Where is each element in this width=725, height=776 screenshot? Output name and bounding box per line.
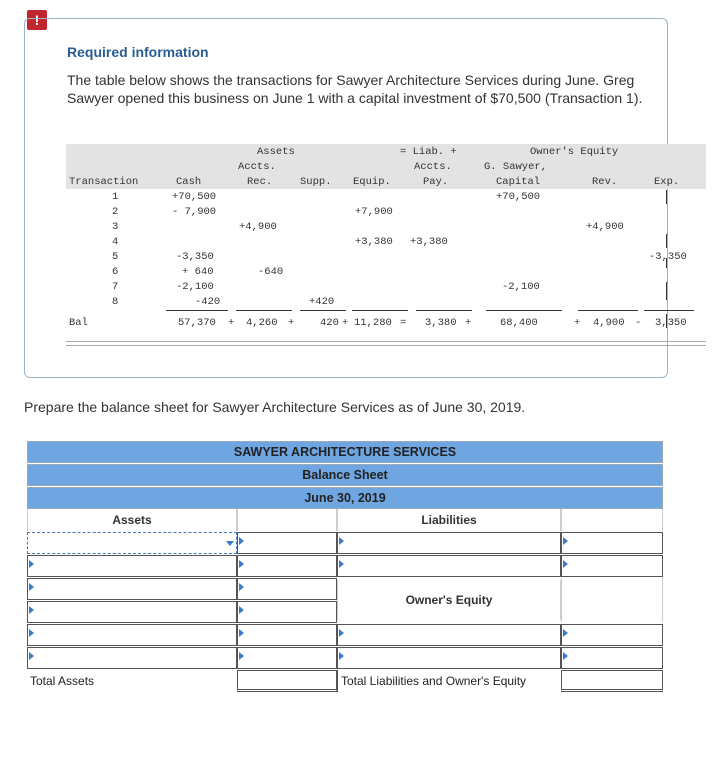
- exp-underline: [644, 310, 694, 311]
- triangle-marker-icon: [29, 583, 34, 591]
- assets-heading-blank: [237, 509, 337, 531]
- equity-amount-input-1[interactable]: [561, 624, 663, 646]
- row-7-cash: -2,100: [176, 281, 214, 293]
- header-transaction: Transaction: [69, 176, 139, 188]
- row-3-rev: +4,900: [586, 221, 624, 233]
- equity-account-select-1[interactable]: [337, 624, 561, 646]
- liabilities-heading: Liabilities: [337, 509, 561, 531]
- row-2-num: 2: [112, 206, 119, 218]
- row-8-cash: -420: [195, 296, 221, 308]
- bs-heading-row: [27, 509, 663, 531]
- triangle-marker-icon: [239, 560, 244, 568]
- equity-amount-input-2[interactable]: [561, 647, 663, 669]
- row-6-num: 6: [112, 266, 119, 278]
- asset-amount-input-1[interactable]: [237, 532, 337, 554]
- liability-amount-input-1[interactable]: [561, 532, 663, 554]
- header-owners-equity: Owner's Equity: [530, 146, 619, 158]
- equip-underline: [352, 310, 408, 311]
- balance-equals: =: [400, 317, 407, 329]
- row-2-cash: - 7,900: [172, 206, 217, 218]
- triangle-marker-icon: [29, 629, 34, 637]
- asset-account-select-2[interactable]: [27, 555, 237, 577]
- equity-account-select-2[interactable]: [337, 647, 561, 669]
- bs-total-row: [27, 670, 663, 692]
- triangle-marker-icon: [29, 652, 34, 660]
- triangle-marker-icon: [29, 606, 34, 614]
- liability-account-select-1[interactable]: [337, 532, 561, 554]
- exp-guide-2: [666, 234, 667, 248]
- balance-supp: 420: [320, 317, 339, 329]
- row-4-pay: +3,380: [410, 236, 448, 248]
- bs-row: [27, 624, 663, 646]
- row-5-exp: -3,350: [649, 251, 687, 263]
- row-4-num: 4: [112, 236, 119, 248]
- rec-underline: [236, 310, 292, 311]
- row-7-num: 7: [112, 281, 119, 293]
- triangle-marker-icon: [563, 629, 568, 637]
- triangle-marker-icon: [563, 537, 568, 545]
- triangle-marker-icon: [339, 629, 344, 637]
- header-capital: Capital: [496, 176, 541, 188]
- exp-guide-4: [666, 282, 667, 300]
- row-8-supp: +420: [309, 296, 335, 308]
- balance-plus-1: +: [228, 317, 235, 329]
- triangle-marker-icon: [339, 652, 344, 660]
- balance-equip: 11,280: [354, 317, 392, 329]
- row-6-rec: -640: [258, 266, 284, 278]
- liability-account-select-2[interactable]: [337, 555, 561, 577]
- row-5-cash: -3,350: [176, 251, 214, 263]
- asset-amount-input-5[interactable]: [237, 624, 337, 646]
- asset-account-select-1[interactable]: [27, 532, 237, 554]
- asset-account-select-6[interactable]: [27, 647, 237, 669]
- balance-plus-4: +: [465, 317, 472, 329]
- balance-rec: 4,260: [246, 317, 278, 329]
- row-1-num: 1: [112, 191, 119, 203]
- row-6-cash: + 640: [182, 266, 214, 278]
- balance-cash: 57,370: [178, 317, 216, 329]
- pay-underline: [416, 310, 472, 311]
- row-3-num: 3: [112, 221, 119, 233]
- balance-plus-3: +: [342, 317, 349, 329]
- triangle-marker-icon: [239, 583, 244, 591]
- row-2-equip: +7,900: [355, 206, 393, 218]
- liability-amount-input-2[interactable]: [561, 555, 663, 577]
- asset-account-select-5[interactable]: [27, 624, 237, 646]
- asset-account-select-3[interactable]: [27, 578, 237, 600]
- total-assets-input[interactable]: [237, 670, 337, 692]
- row-4-equip: +3,380: [355, 236, 393, 248]
- prepare-instruction: Prepare the balance sheet for Sawyer Architecture Services as of June 30, 2019.: [24, 399, 526, 415]
- bs-row: [27, 647, 663, 669]
- row-1-cash: +70,500: [172, 191, 217, 203]
- header-assets: Assets: [257, 146, 295, 158]
- info-title: Required information: [67, 44, 209, 60]
- row-8-num: 8: [112, 296, 119, 308]
- row-3-rec: +4,900: [239, 221, 277, 233]
- assets-heading: Assets: [27, 509, 237, 531]
- supp-underline: [300, 310, 346, 311]
- triangle-marker-icon: [339, 560, 344, 568]
- balance-exp: 3,350: [655, 317, 687, 329]
- header-supp: Supp.: [300, 176, 332, 188]
- triangle-marker-icon: [239, 606, 244, 614]
- triangle-marker-icon: [563, 560, 568, 568]
- header-exp: Exp.: [654, 176, 680, 188]
- triangle-marker-icon: [239, 537, 244, 545]
- balance-minus: -: [635, 317, 642, 329]
- chevron-down-icon: [226, 541, 234, 546]
- total-liab-equity-input[interactable]: [561, 670, 663, 692]
- total-assets-label: Total Assets: [30, 674, 95, 688]
- balance-capital: 68,400: [500, 317, 538, 329]
- liabilities-heading-blank: [561, 509, 663, 531]
- header-accts-pay-top: Accts.: [414, 161, 452, 173]
- header-rec: Rec.: [247, 176, 273, 188]
- capital-underline: [486, 310, 562, 311]
- balance-rev: 4,900: [593, 317, 625, 329]
- bs-title: Balance Sheet: [27, 464, 663, 486]
- balance-pay: 3,380: [425, 317, 457, 329]
- alert-icon: !: [27, 10, 47, 30]
- info-text: The table below shows the transactions for Sawyer Architecture Services during June. Greg Sawyer opened this business on June 1 with a capital investment of $70,500 (Transaction 1).: [67, 72, 643, 106]
- header-equip: Equip.: [353, 176, 391, 188]
- balance-label: Bal: [69, 317, 88, 329]
- triangle-marker-icon: [29, 560, 34, 568]
- exp-guide-1: [666, 190, 667, 204]
- balance-plus-5: +: [574, 317, 581, 329]
- asset-amount-input-6[interactable]: [237, 647, 337, 669]
- triangle-marker-icon: [239, 652, 244, 660]
- row-5-num: 5: [112, 251, 119, 263]
- header-liab: = Liab. +: [400, 146, 457, 158]
- owners-equity-heading: Owner's Equity: [337, 580, 561, 620]
- total-liab-equity-label: Total Liabilities and Owner's Equity: [337, 670, 561, 692]
- asset-amount-input-3[interactable]: [237, 578, 337, 600]
- asset-amount-input-4[interactable]: [237, 601, 337, 623]
- asset-amount-input-2[interactable]: [237, 555, 337, 577]
- balance-plus-2: +: [288, 317, 295, 329]
- balance-double-underline: [66, 341, 706, 346]
- bs-date: June 30, 2019: [27, 487, 663, 509]
- row-7-capital: -2,100: [502, 281, 540, 293]
- header-rev: Rev.: [592, 176, 618, 188]
- bs-company: SAWYER ARCHITECTURE SERVICES: [27, 441, 663, 463]
- header-cash: Cash: [176, 176, 202, 188]
- header-g-sawyer: G. Sawyer,: [484, 161, 548, 173]
- asset-account-select-4[interactable]: [27, 601, 237, 623]
- header-pay: Pay.: [423, 176, 449, 188]
- triangle-marker-icon: [339, 537, 344, 545]
- triangle-marker-icon: [563, 652, 568, 660]
- row-1-capital: +70,500: [496, 191, 541, 203]
- cash-underline: [166, 310, 228, 311]
- triangle-marker-icon: [239, 629, 244, 637]
- bs-row: [27, 601, 663, 623]
- bs-row: [27, 532, 663, 554]
- header-accts-rec-top: Accts.: [238, 161, 276, 173]
- bs-row: [27, 555, 663, 577]
- rev-underline: [578, 310, 638, 311]
